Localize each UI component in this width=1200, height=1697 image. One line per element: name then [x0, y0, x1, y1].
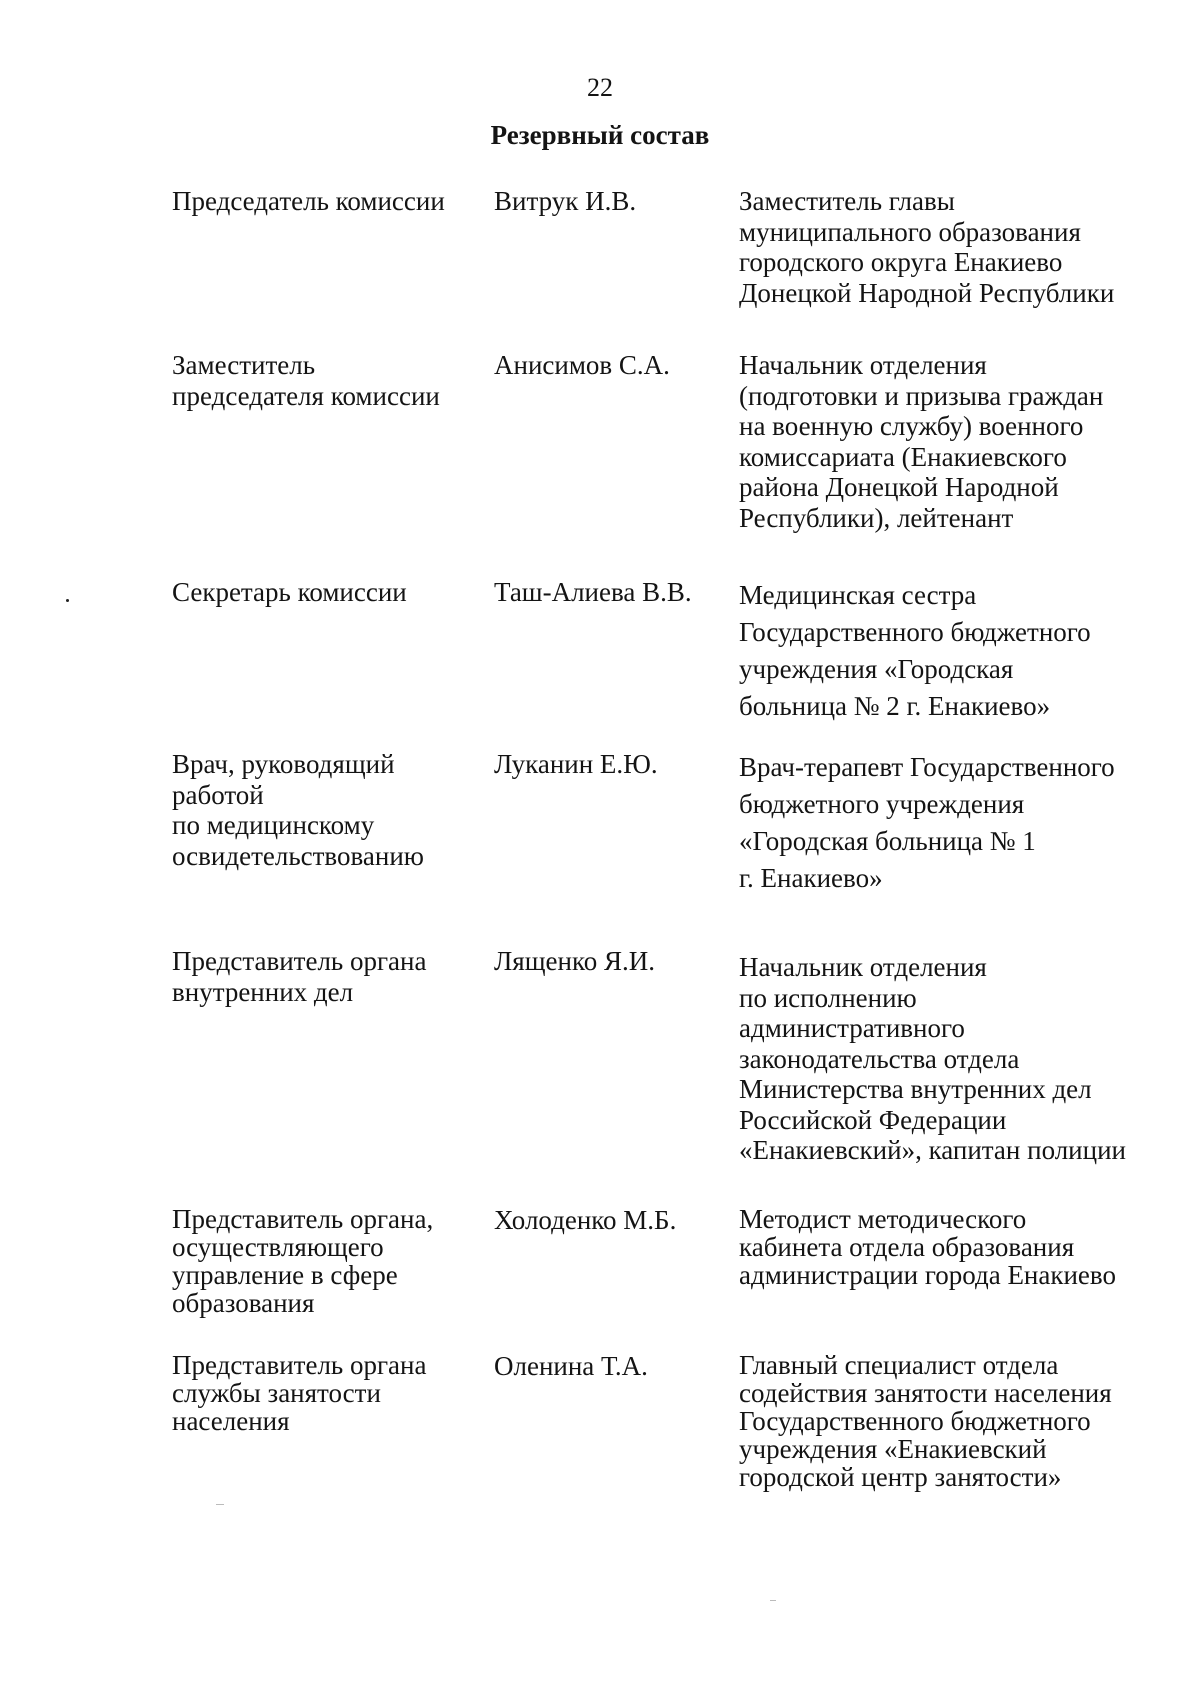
role-line: Представитель органа,	[172, 1204, 434, 1234]
position-line: учреждения «Енакиевский	[739, 1434, 1047, 1464]
member-role	[172, 1205, 433, 1317]
position-line: (подготовки и призыва граждан	[739, 380, 1104, 411]
role-line: освидетельствованию	[172, 840, 424, 871]
page-number: 22	[587, 73, 613, 102]
position-line: Начальник отделения	[739, 952, 987, 982]
member-role	[172, 350, 440, 411]
role-line: населения	[172, 1406, 290, 1436]
member-name: Витрук И.В.	[494, 186, 637, 216]
position-line: по исполнению	[739, 982, 917, 1013]
role-line: осуществляющего	[172, 1232, 384, 1262]
role-line: Представитель органа	[172, 946, 427, 976]
position-line: содействия занятости населения	[739, 1378, 1112, 1408]
position-line: Министерства внутренних дел	[739, 1074, 1092, 1104]
position-line: Методист методического	[739, 1204, 1027, 1234]
position-line: «Городская больница № 1	[739, 826, 1036, 856]
member-position	[739, 350, 1103, 533]
position-line: Государственного бюджетного	[739, 1406, 1091, 1436]
role-line: управление в сфере	[172, 1260, 398, 1290]
position-line: Республики), лейтенант	[739, 502, 1014, 533]
role-line: по медицинскому	[172, 810, 375, 840]
member-name: Холоденко М.Б.	[494, 1205, 677, 1235]
position-line: административного	[739, 1013, 965, 1043]
member-name: Таш-Алиева В.В.	[494, 577, 692, 607]
role-line: Представитель органа	[172, 1350, 427, 1380]
member-name: Оленина Т.А.	[494, 1351, 648, 1381]
role-line: внутренних дел	[172, 976, 354, 1007]
position-line: бюджетного учреждения	[739, 789, 1025, 819]
scan-speck	[770, 1600, 776, 1601]
member-role	[172, 577, 407, 608]
role-line: Врач, руководящий	[172, 749, 395, 779]
position-line: городской центр занятости»	[739, 1462, 1062, 1492]
member-position	[739, 749, 1115, 897]
position-line: «Енакиевский», капитан полиции	[739, 1135, 1126, 1165]
section-title: Резервный состав	[490, 120, 710, 150]
role-line: Заместитель	[172, 350, 316, 380]
member-position	[739, 577, 1091, 725]
role-line: работой	[172, 779, 264, 810]
position-line: на военную службу) военного	[739, 411, 1084, 441]
position-line: администрации города Енакиево	[739, 1260, 1116, 1290]
member-role	[172, 946, 426, 1007]
role-line: образования	[172, 1288, 315, 1318]
position-line: кабинета отдела образования	[739, 1232, 1075, 1262]
member-name: Лященко Я.И.	[494, 946, 655, 976]
position-line: Российской Федерации	[739, 1104, 1007, 1135]
position-line: Начальник отделения	[739, 350, 987, 380]
role-line: Председатель комиссии	[172, 186, 445, 216]
position-line: муниципального образования	[739, 216, 1081, 247]
role-line: председателя комиссии	[172, 380, 440, 411]
member-role	[172, 749, 424, 871]
position-line: г. Енакиево»	[739, 863, 883, 893]
position-line: района Донецкой Народной	[739, 472, 1059, 502]
position-line: Главный специалист отдела	[739, 1350, 1059, 1380]
member-name: Луканин Е.Ю.	[494, 749, 658, 779]
position-line: учреждения «Городская	[739, 654, 1014, 684]
role-line: Секретарь комиссии	[172, 577, 407, 607]
member-position	[739, 1351, 1112, 1491]
position-line: Медицинская сестра	[739, 580, 977, 610]
member-position	[739, 186, 1114, 308]
member-name: Анисимов С.А.	[494, 350, 670, 380]
role-line: службы занятости	[172, 1378, 381, 1408]
member-position	[739, 952, 1126, 1166]
position-line: Врач-терапевт Государственного	[739, 752, 1115, 782]
member-role	[172, 186, 445, 217]
position-line: комиссариата (Енакиевского	[739, 441, 1067, 472]
position-line: городского округа Енакиево	[739, 247, 1063, 277]
position-line: Государственного бюджетного	[739, 617, 1091, 647]
member-position	[739, 1205, 1116, 1289]
scan-speck	[66, 599, 69, 602]
scan-speck	[216, 1504, 224, 1505]
position-line: больница № 2 г. Енакиево»	[739, 691, 1051, 721]
member-role	[172, 1351, 426, 1435]
position-line: Донецкой Народной Республики	[739, 277, 1115, 308]
position-line: Заместитель главы	[739, 186, 955, 216]
position-line: законодательства отдела	[739, 1043, 1020, 1074]
